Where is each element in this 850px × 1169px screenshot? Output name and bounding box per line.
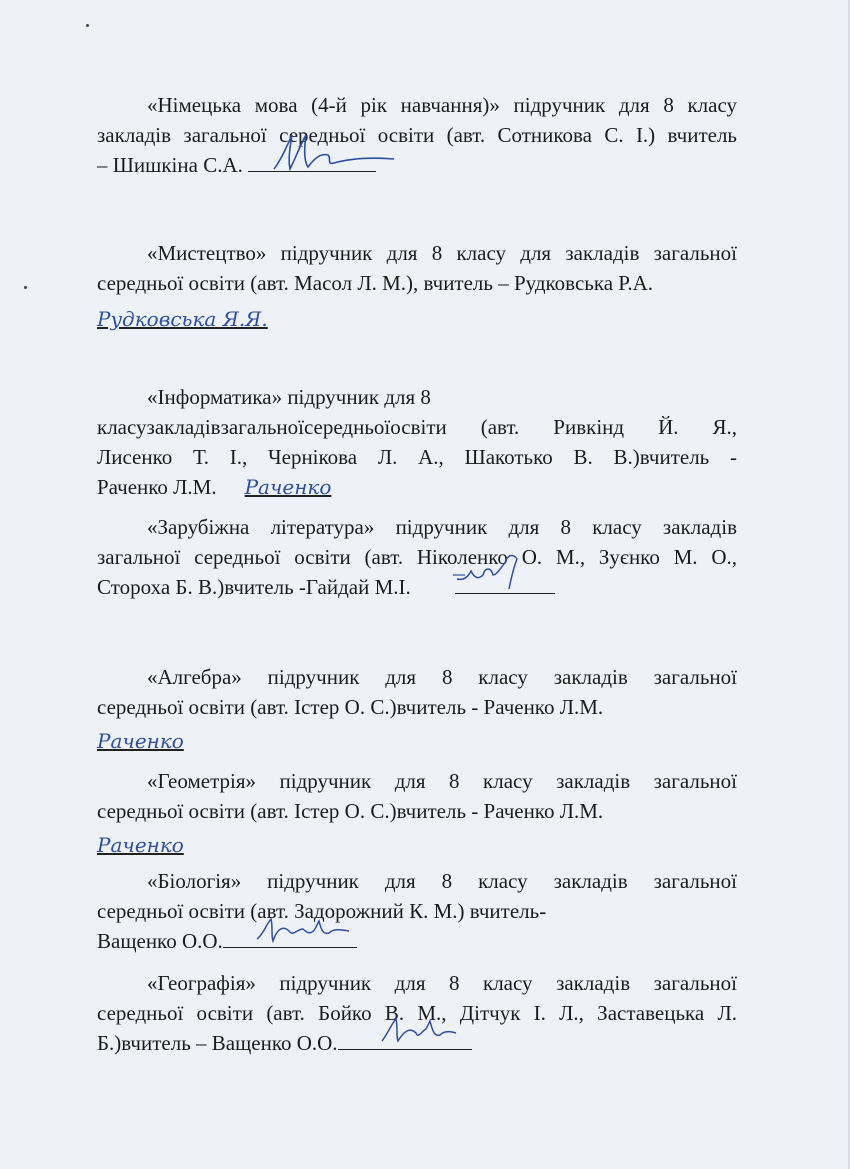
entry-algebra: [97, 662, 737, 756]
entry-line: середньої освіти (авт. Задорожний К. М.) вчитель-: [97, 899, 547, 923]
entry-line: класузакладівзагальноїсередньоїосвіти (авт. Ривкінд Й. Я.,: [97, 415, 737, 439]
entry-literature: [97, 512, 737, 602]
entry-line: «Біологія» підручник для 8 класу закладів загальної: [147, 869, 737, 893]
signature-mark: Рудковська Я.Я.: [97, 307, 268, 331]
entry-line: середньої освіти (авт. Істер О. С.)вчитель - Раченко Л.М.: [97, 799, 604, 823]
entry-line: Лисенко Т. І., Чернікова Л. А., Шакотько В. В.)вчитель -: [97, 445, 737, 469]
entry-line: «Мистецтво» підручник для 8 класу для закладів загальної: [147, 241, 737, 265]
entry-line-with-signature: [97, 472, 737, 502]
signature-mark: Раченко: [97, 729, 184, 753]
entry-line: середньої освіти (авт. Масол Л. М.), вчитель – Рудковська Р.А.: [97, 271, 654, 295]
entry-informatics: [97, 382, 737, 502]
entry-biology: [97, 866, 737, 956]
teacher-name: Стороха Б. В.)вчитель -Гайдай М.І.: [97, 575, 411, 599]
entry-line: «Інформатика» підручник для 8: [147, 385, 431, 409]
entry-line: «Алгебра» підручник для 8 класу закладів загальної: [147, 665, 737, 689]
signature-mark: Раченко: [244, 475, 332, 499]
teacher-name: – Шишкіна С.А.: [97, 153, 243, 177]
entry-geography: [97, 968, 737, 1058]
entry-line: «Географія» підручник для 8 класу закладів загальної: [147, 971, 737, 995]
entry-line: середньої освіти (авт. Бойко В. М., Дітчук І. Л., Заставецька Л.: [97, 1001, 737, 1025]
signature-line: [223, 929, 357, 948]
signature-line: [248, 153, 376, 172]
signature-mark: [451, 545, 551, 591]
entry-line-with-signature: [97, 926, 737, 956]
teacher-name: Б.)вчитель – Ващенко О.О.: [97, 1031, 338, 1055]
signature-row: [97, 722, 737, 756]
entry-line-with-signature: [97, 150, 737, 180]
scan-speck: [86, 24, 89, 27]
signature-line: [338, 1031, 472, 1050]
entry-line-with-signature: [97, 1028, 737, 1058]
entry-line: загальної середньої освіти (авт. Ніколенко О. М., Зуєнко М. О.,: [97, 545, 737, 569]
scan-speck: [24, 286, 27, 289]
entry-line: середньої освіти (авт. Істер О. С.)вчитель - Раченко Л.М.: [97, 695, 604, 719]
entry-line: «Геометрія» підручник для 8 класу закладів загальної: [147, 769, 737, 793]
signature-row: [97, 298, 737, 334]
signature-mark: [378, 1015, 458, 1045]
signature-mark: [253, 915, 353, 945]
signature-line: [455, 575, 555, 594]
signature-mark: Раченко: [97, 833, 184, 857]
teacher-name: Ващенко О.О.: [97, 929, 223, 953]
entry-line: «Зарубіжна література» підручник для 8 класу закладів: [147, 515, 737, 539]
entry-line: «Німецька мова (4-й рік навчання)» підручник для 8 класу: [147, 93, 737, 117]
entry-line-with-signature: [97, 572, 737, 602]
entry-german: [97, 90, 737, 180]
entry-geometry: [97, 766, 737, 860]
signature-row: [97, 826, 737, 860]
teacher-name: Раченко Л.М.: [97, 475, 217, 499]
signature-mark: [268, 129, 398, 173]
entry-art: [97, 238, 737, 334]
entry-line: закладів загальної середньої освіти (авт. Сотникова С. І.) вчитель: [97, 123, 737, 147]
